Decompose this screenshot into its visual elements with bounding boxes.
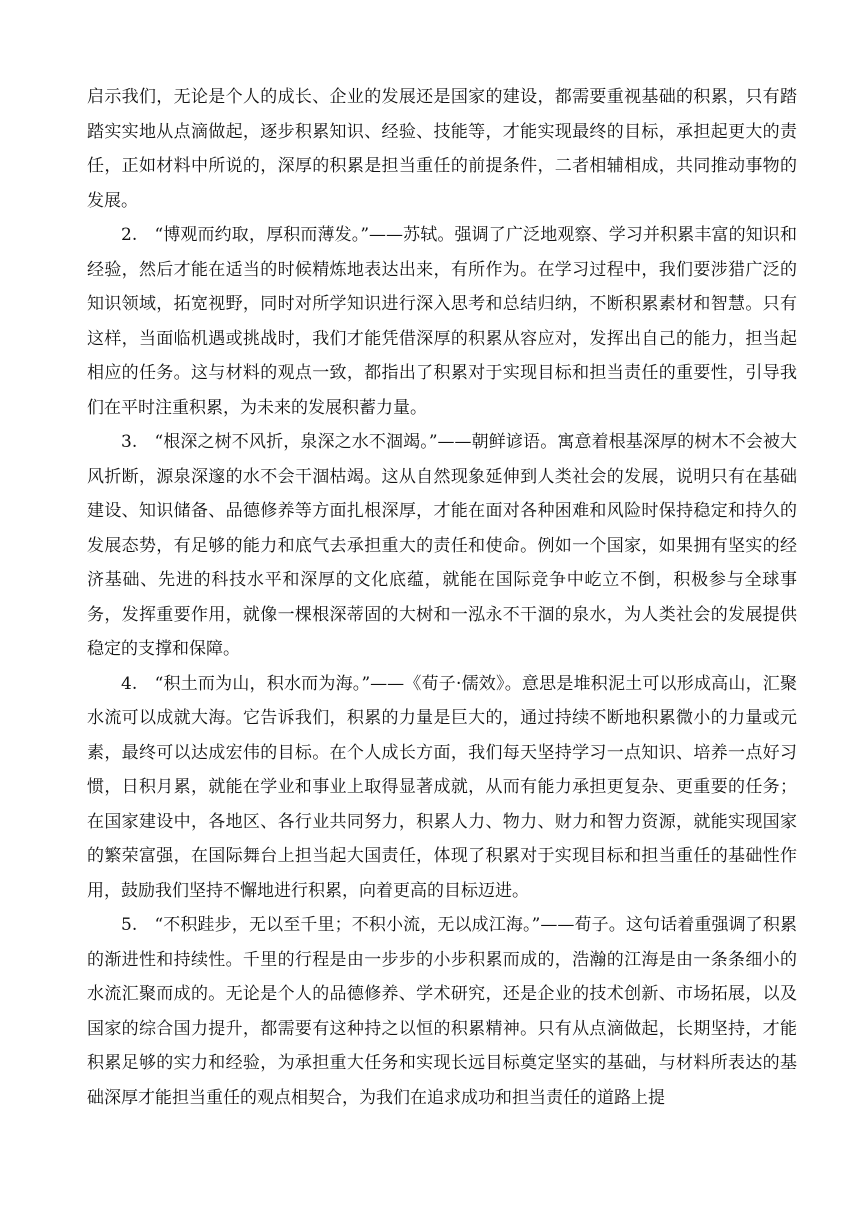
document-page [87,80,797,1115]
paragraph-quote-5: 5. “不积跬步，无以至千里；不积小流，无以成江海。”——荀子。这句话着重强调了积累的渐进性和持续性。千里的行程是由一步步的小步积累而成的，浩瀚的江海是由一条条细小的水流汇聚而成的。无论是个人的品德修养、学术研究，还是企业的技术创新、市场拓展，以及国家的综合国力提升，都需要有这种持之以恒的积累精神。只有从点滴做起，长期坚持，才能积累足够的实力和经验，为承担重大任务和实现长远目标奠定坚实的基础，与材料所表达的基础深厚才能担当重任的观点相契合，为我们在追求成功和担当责任的道路上提 [87,915,797,1108]
paragraph-quote-4: 4. “积土而为山，积水而为海。”——《荀子·儒效》。意思是堆积泥土可以形成高山，汇聚水流可以成就大海。它告诉我们，积累的力量是巨大的，通过持续不断地积累微小的力量或元素，最终可以达成宏伟的目标。在个人成长方面，我们每天坚持学习一点知识、培养一点好习惯，日积月累，就能在学业和事业上取得显著成就，从而有能力承担更复杂、更重要的任务；在国家建设中，各地区、各行业共同努力，积累人力、物力、财力和智力资源，就能实现国家的繁荣富强，在国际舞台上担当起大国责任，体现了积累对于实现目标和担当重任的基础性作用，鼓励我们坚持不懈地进行积累，向着更高的目标迈进。 [87,673,797,901]
paragraph-continuation: 启示我们，无论是个人的成长、企业的发展还是国家的建设，都需要重视基础的积累，只有踏踏实实地从点滴做起，逐步积累知识、经验、技能等，才能实现最终的目标，承担起更大的责任，正如材料中所说的，深厚的积累是担当重任的前提条件，二者相辅相成，共同推动事物的发展。 [87,87,797,211]
paragraph-quote-3: 3. “根深之树不风折，泉深之水不涸竭。”——朝鲜谚语。寓意着根基深厚的树木不会被大风折断，源泉深邃的水不会干涸枯竭。这从自然现象延伸到人类社会的发展，说明只有在基础建设、知识储备、品德修养等方面扎根深厚，才能在面对各种困难和风险时保持稳定和持久的发展态势，有足够的能力和底气去承担重大的责任和使命。例如一个国家，如果拥有坚实的经济基础、先进的科技水平和深厚的文化底蕴，就能在国际竞争中屹立不倒，积极参与全球事务，发挥重要作用，就像一棵根深蒂固的大树和一泓永不干涸的泉水，为人类社会的发展提供稳定的支撑和保障。 [87,432,797,659]
paragraph-quote-2: 2. “博观而约取，厚积而薄发。”——苏轼。强调了广泛地观察、学习并积累丰富的知识和经验，然后才能在适当的时候精炼地表达出来，有所作为。在学习过程中，我们要涉猎广泛的知识领域，拓宽视野，同时对所学知识进行深入思考和总结归纳，不断积累素材和智慧。只有这样，当面临机遇或挑战时，我们才能凭借深厚的积累从容应对，发挥出自己的能力，担当起相应的任务。这与材料的观点一致，都指出了积累对于实现目标和担当责任的重要性，引导我们在平时注重积累，为未来的发展积蓄力量。 [87,225,797,418]
